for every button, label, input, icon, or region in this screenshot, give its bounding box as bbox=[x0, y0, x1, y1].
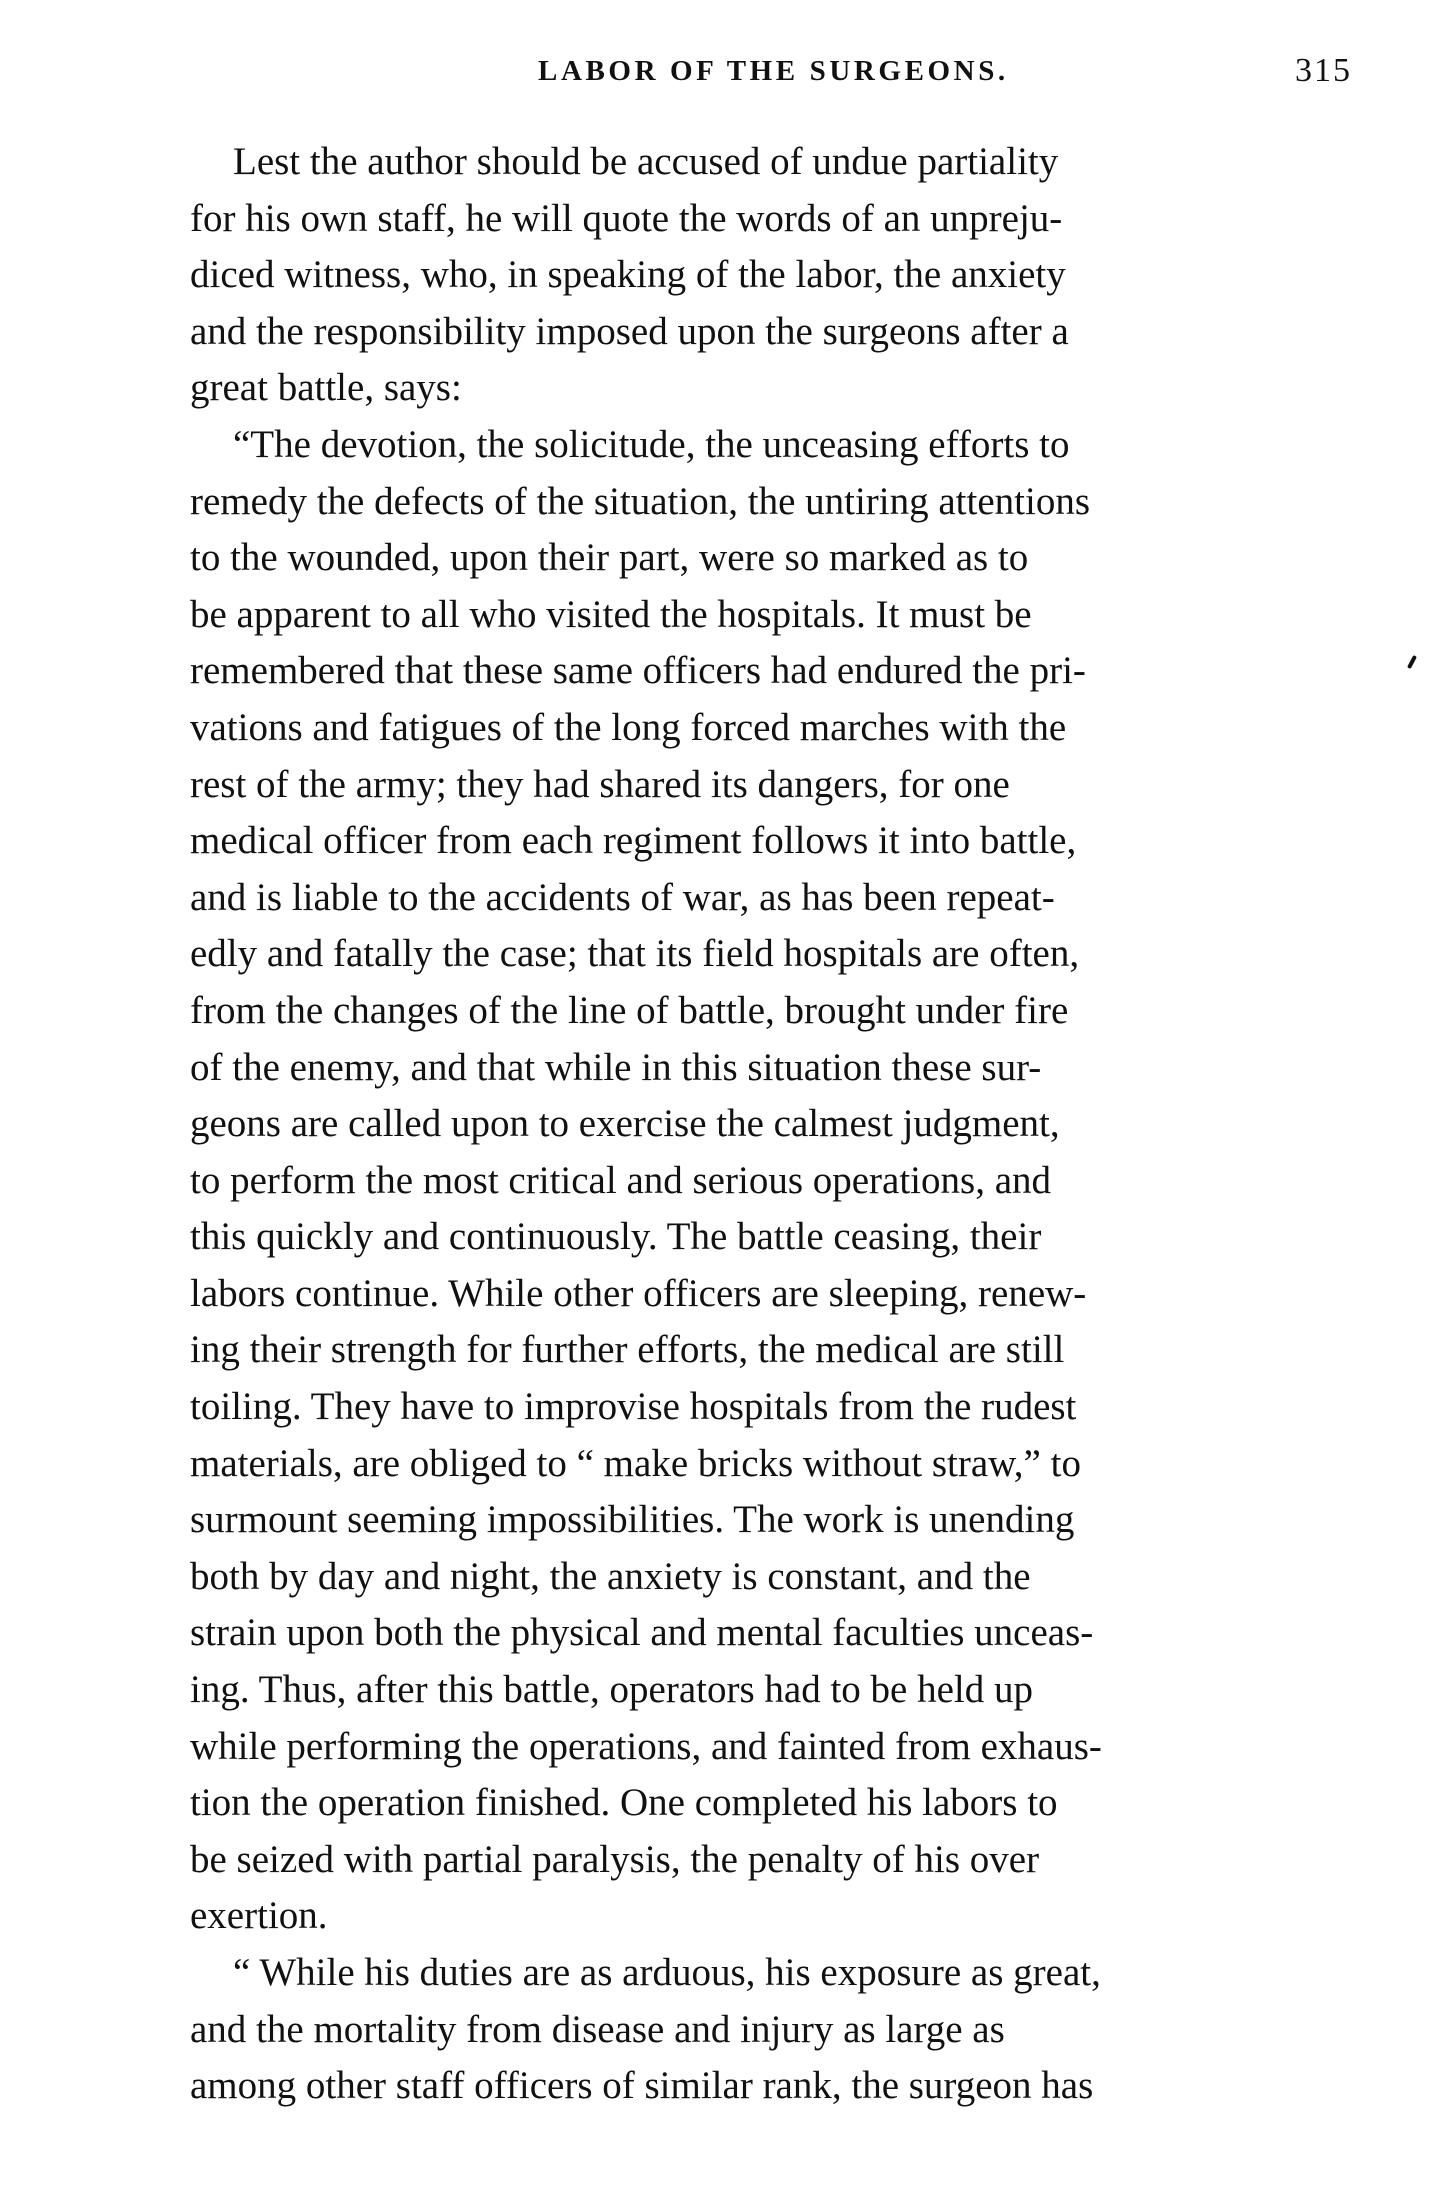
text-line: rest of the army; they had shared its dangers, for one bbox=[190, 762, 1010, 806]
text-line: surmount seeming impossibilities. The work is unending bbox=[190, 1498, 1075, 1542]
text-line: to perform the most critical and serious operations, and bbox=[190, 1158, 1052, 1202]
text-line: labors continue. While other officers are sleeping, renew- bbox=[190, 1271, 1087, 1315]
running-title: LABOR OF THE SURGEONS. bbox=[538, 55, 1009, 87]
text-line: to the wounded, upon their part, were so marked as to bbox=[190, 536, 1029, 580]
text-line: vations and fatigues of the long forced marches with the bbox=[190, 705, 1067, 749]
text-line: toiling. They have to improvise hospitals from the rudest bbox=[190, 1385, 1077, 1429]
text-line: and is liable to the accidents of war, as has been repeat- bbox=[190, 875, 1055, 919]
text-line: medical officer from each regiment follows it into battle, bbox=[190, 819, 1077, 863]
text-line: among other staff officers of similar rank, the surgeon has bbox=[190, 2064, 1094, 2108]
text-line: and the responsibility imposed upon the surgeons after a bbox=[190, 309, 1069, 353]
text-line: this quickly and continuously. The battle ceasing, their bbox=[190, 1215, 1042, 1259]
text-line: from the changes of the line of battle, brought under fire bbox=[190, 988, 1069, 1032]
text-line: edly and fatally the case; that its field hospitals are often, bbox=[190, 932, 1080, 976]
text-line: of the enemy, and that while in this situation these sur- bbox=[190, 1045, 1042, 1089]
text-line: “The devotion, the solicitude, the unceasing efforts to bbox=[233, 422, 1070, 466]
text-line: both by day and night, the anxiety is constant, and the bbox=[190, 1554, 1031, 1598]
text-line: be apparent to all who visited the hospitals. It must be bbox=[190, 592, 1032, 636]
text-line: tion the operation finished. One completed his labors to bbox=[190, 1781, 1058, 1825]
text-line: ing. Thus, after this battle, operators had to be held up bbox=[190, 1668, 1033, 1712]
text-line: remembered that these same officers had endured the pri- bbox=[190, 649, 1086, 693]
text-line: for his own staff, he will quote the words of an unpreju- bbox=[190, 196, 1063, 240]
text-line: ing their strength for further efforts, the medical are still bbox=[190, 1328, 1065, 1372]
page-number: 315 bbox=[1295, 52, 1352, 89]
text-line: exertion. bbox=[190, 1894, 328, 1938]
text-line: Lest the author should be accused of undue partiality bbox=[233, 140, 1059, 183]
text-line: while performing the operations, and fainted from exhaus- bbox=[190, 1724, 1102, 1768]
text-line: strain upon both the physical and mental faculties unceas- bbox=[190, 1611, 1094, 1655]
text-line: “ While his duties are as arduous, his exposure as great, bbox=[233, 1951, 1101, 1994]
text-line: materials, are obliged to “ make bricks without straw,” to bbox=[190, 1441, 1081, 1485]
text-line: great battle, says: bbox=[190, 366, 462, 410]
running-head bbox=[190, 52, 1352, 89]
text-line: diced witness, who, in speaking of the labor, the anxiety bbox=[190, 253, 1066, 297]
margin-mark bbox=[1407, 655, 1417, 669]
body-text bbox=[190, 134, 1350, 2115]
text-line: be seized with partial paralysis, the penalty of his over bbox=[190, 1837, 1040, 1881]
text-line: remedy the defects of the situation, the untiring attentions bbox=[190, 479, 1091, 523]
text-line: geons are called upon to exercise the calmest judgment, bbox=[190, 1102, 1060, 1146]
text-line: and the mortality from disease and injury as large as bbox=[190, 2007, 1005, 2051]
